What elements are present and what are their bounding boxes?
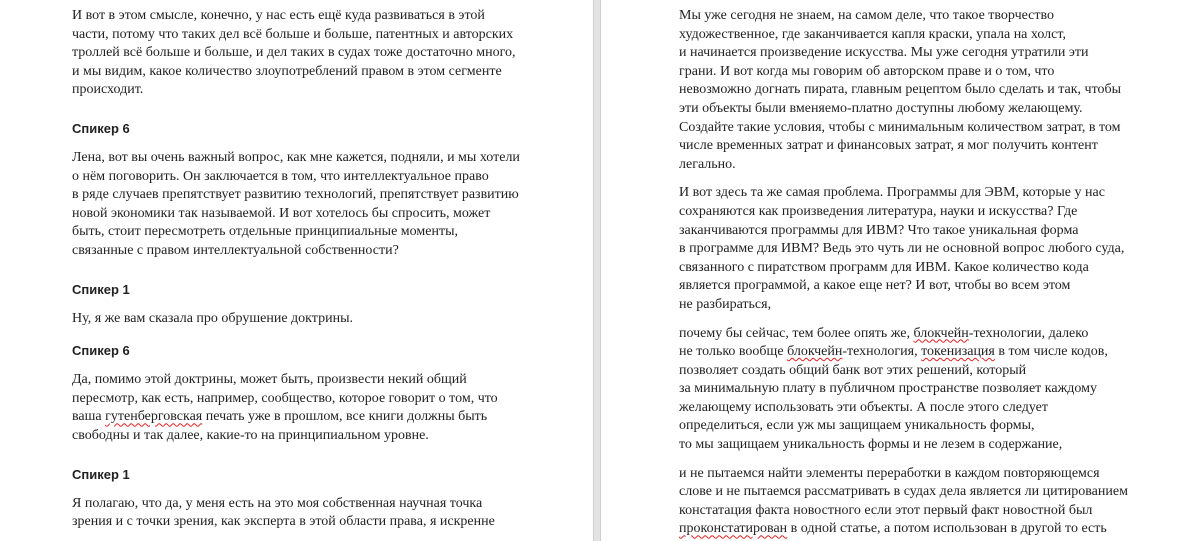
paragraph[interactable] — [679, 465, 1149, 539]
text-line: невозможно догнать пирата, главным рецептом было сделать и так, чтобы — [679, 82, 1122, 98]
text-line: ваша гутенберговская печать уже в прошлом, все книги должны быть — [72, 409, 488, 425]
text-line: заканчиваются программы для ИВМ? Что такое уникальная форма — [679, 222, 1079, 238]
page-right-content — [679, 7, 1149, 541]
text-line: Мы уже сегодня не знаем, на самом деле, что такое творчество — [679, 8, 1055, 23]
speaker-heading: Спикер 6 — [72, 120, 130, 136]
text-line: Создайте такие условия, чтобы с минимальным количеством затрат, в том — [679, 119, 1121, 135]
text-line: троллей всё больше и больше, и дел таких в судах тоже достаточно много, — [72, 45, 516, 61]
spellcheck-flagged-word[interactable]: блокчейн — [913, 325, 969, 341]
text-line: числе временных затрат и финансовых затрат, я мог получить контент — [679, 138, 1098, 154]
text-line: о нём поговорить. Он заключается в том, что интеллектуальное право — [72, 168, 489, 184]
text-line: и не пытаемся найти элементы переработки в каждом повторяющемся — [679, 465, 1100, 481]
text-line: проконстатирован в одной статье, а потом использован в другой то есть — [679, 521, 1107, 537]
text-line: быть, стоит пересмотреть отдельные принципиальные моменты, — [72, 224, 458, 240]
text-line: связанные с правом интеллектуальной собственности? — [72, 242, 399, 258]
text-line: желающему использовать эти объекты. А после этого следует — [679, 399, 1049, 415]
text-line: за минимальную плату в публичном пространстве позволяет каждому — [679, 381, 1097, 397]
document-page-left — [0, 0, 593, 541]
text-line: эти объекты были вменяемо-платно доступны любому желающему. — [679, 100, 1083, 116]
spellcheck-flagged-word[interactable]: проконстатирован — [679, 521, 788, 537]
document-page-right — [601, 0, 1202, 541]
text-line: новой экономики так называемой. И вот хотелось бы спросить, может — [72, 205, 491, 221]
text-line: Лена, вот вы очень важный вопрос, как мне кажется, подняли, и мы хотели — [72, 149, 520, 165]
text-line: в ряде случаев препятствует развитию технологий, препятствует развитию — [72, 187, 519, 203]
text-line: пересмотр, как есть, например, сообщество, которое говорит о том, что — [72, 390, 498, 406]
text-line: и начинается произведение искусства. Мы уже сегодня утратили эти — [679, 45, 1089, 61]
text-line: И вот в этом смысле, конечно, у нас есть ещё куда развиваться в этой — [72, 8, 485, 23]
text-line: констатация факта новостного если этот первый факт новостной был — [679, 502, 1093, 518]
text-line: И вот здесь та же самая проблема. Программы для ЭВМ, которые у нас — [679, 185, 1105, 201]
text-line: и мы видим, какое количество злоупотреблений правом в этом сегменте — [72, 63, 502, 79]
paragraph[interactable] — [72, 149, 532, 261]
speaker-heading: Спикер 1 — [72, 281, 130, 297]
text-line: в программе для ИВМ? Ведь это чуть ли не основной вопрос любого суда, — [679, 241, 1125, 257]
text-line: определиться, если уж мы защищаем уникальность формы, — [679, 418, 1035, 434]
text-line: Ну, я же вам сказала про обрушение доктрины. — [72, 310, 353, 326]
paragraph[interactable] — [72, 371, 532, 445]
text-line: не только вообще блокчейн-технология, токенизация в том числе кодов, — [679, 344, 1108, 360]
paragraph[interactable] — [679, 7, 1149, 174]
text-line: происходит. — [72, 82, 144, 98]
text-line: легально. — [679, 156, 736, 172]
page-left-content — [72, 7, 532, 541]
text-line: зрения и с точки зрения, как эксперта в этой области права, я искренне — [72, 514, 495, 530]
paragraph[interactable] — [72, 7, 532, 100]
text-line: слове и не пытаемся рассматривать в судах дела является ли цитированием — [679, 484, 1128, 500]
text-line: почему бы сейчас, тем более опять же, блокчейн-технологии, далеко — [679, 325, 1089, 341]
spellcheck-flagged-word[interactable]: токенизация — [921, 344, 995, 360]
paragraph[interactable] — [679, 184, 1149, 314]
page-gutter — [593, 0, 601, 541]
paragraph[interactable] — [679, 325, 1149, 455]
text-line: свободны и так далее, какие-то на принципиальном уровне. — [72, 427, 429, 443]
text-line: части, потому что таких дел всё больше и больше, патентных и авторских — [72, 26, 514, 42]
text-line: художественное, где заканчивается капля краски, упала на холст, — [679, 26, 1066, 42]
paragraph[interactable] — [72, 495, 532, 532]
text-line: сохраняются как произведения литература, науки и искусства? Где — [679, 203, 1078, 219]
text-line: не разбираться, — [679, 296, 772, 312]
spellcheck-flagged-word[interactable]: блокчейн — [787, 344, 843, 360]
speaker-heading: Спикер 1 — [72, 466, 130, 482]
paragraph[interactable] — [72, 310, 532, 329]
text-line: является программой, а какое еще нет? И вот, чтобы во всем этом — [679, 278, 1071, 294]
speaker-heading: Спикер 6 — [72, 343, 130, 359]
text-line: грани. И вот когда мы говорим об авторском праве и о том, что — [679, 63, 1055, 79]
text-line: Да, помимо этой доктрины, может быть, произвести некий общий — [72, 372, 467, 388]
text-line: позволяет создать общий банк вот этих решений, который — [679, 362, 1027, 378]
text-line: Я полагаю, что да, у меня есть на это моя собственная научная точка — [72, 495, 483, 511]
spellcheck-flagged-word[interactable]: гутенберговская — [105, 409, 203, 425]
text-line: связанного с пиратством программ для ИВМ. Какое количество кода — [679, 259, 1089, 275]
text-line: то мы защищаем уникальность формы и не лезем в содержание, — [679, 437, 1063, 453]
